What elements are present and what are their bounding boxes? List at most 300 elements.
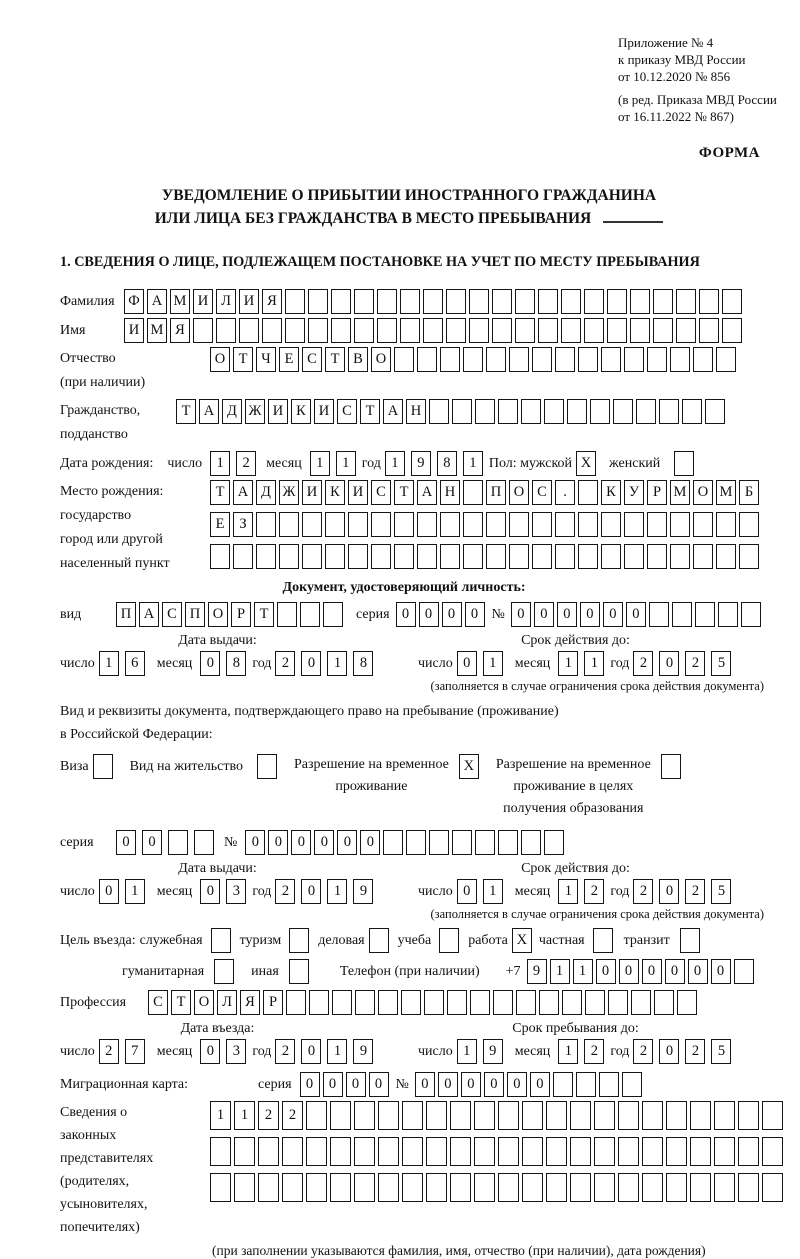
char-box[interactable] [516, 990, 536, 1015]
char-box[interactable]: Д [222, 399, 242, 424]
char-box[interactable] [354, 1101, 375, 1130]
char-box[interactable]: 2 [275, 1039, 295, 1064]
char-box[interactable] [429, 399, 449, 424]
char-box[interactable] [622, 1072, 642, 1097]
char-box[interactable]: 0 [465, 602, 485, 627]
char-box[interactable] [417, 544, 437, 569]
char-box[interactable]: 0 [461, 1072, 481, 1097]
char-box[interactable] [377, 318, 397, 343]
char-box[interactable] [394, 544, 414, 569]
char-box[interactable] [553, 1072, 573, 1097]
char-box[interactable] [653, 318, 673, 343]
migration-series-boxes[interactable] [300, 1072, 392, 1097]
char-box[interactable] [672, 602, 692, 627]
char-box[interactable]: 2 [275, 651, 295, 676]
char-box[interactable] [354, 1137, 375, 1166]
char-box[interactable]: 2 [685, 651, 705, 676]
char-box[interactable]: 0 [116, 830, 136, 855]
char-box[interactable] [699, 289, 719, 314]
char-box[interactable] [607, 289, 627, 314]
surname-boxes[interactable] [124, 289, 745, 314]
char-box[interactable]: Ж [245, 399, 265, 424]
char-box[interactable]: Ж [279, 480, 299, 505]
char-box[interactable]: 0 [688, 959, 708, 984]
char-box[interactable] [522, 1137, 543, 1166]
char-box[interactable] [618, 1173, 639, 1202]
char-box[interactable]: О [371, 347, 391, 372]
representatives-row2-boxes[interactable] [210, 1137, 786, 1166]
char-box[interactable] [538, 318, 558, 343]
char-box[interactable] [666, 1101, 687, 1130]
char-box[interactable] [630, 318, 650, 343]
char-box[interactable] [258, 1173, 279, 1202]
char-box[interactable] [378, 990, 398, 1015]
char-box[interactable] [450, 1137, 471, 1166]
char-box[interactable]: 0 [557, 602, 577, 627]
char-box[interactable]: 0 [484, 1072, 504, 1097]
char-box[interactable] [417, 347, 437, 372]
char-box[interactable] [561, 289, 581, 314]
char-box[interactable]: 0 [530, 1072, 550, 1097]
char-box[interactable] [509, 512, 529, 537]
char-box[interactable]: 0 [369, 1072, 389, 1097]
char-box[interactable] [601, 544, 621, 569]
char-box[interactable] [693, 512, 713, 537]
char-box[interactable]: 0 [507, 1072, 527, 1097]
char-box[interactable]: С [371, 480, 391, 505]
birthplace-row3-boxes[interactable] [210, 544, 762, 569]
char-box[interactable]: 8 [226, 651, 246, 676]
char-box[interactable]: 0 [268, 830, 288, 855]
char-box[interactable] [584, 318, 604, 343]
char-box[interactable] [239, 318, 259, 343]
char-box[interactable]: Я [262, 289, 282, 314]
entry-day-boxes[interactable] [99, 1039, 151, 1064]
char-box[interactable]: 9 [483, 1039, 503, 1064]
checkbox-purpose-tourism[interactable] [289, 928, 312, 953]
char-box[interactable]: 2 [99, 1039, 119, 1064]
char-box[interactable] [649, 602, 669, 627]
char-box[interactable]: Т [360, 399, 380, 424]
permit-issue-day-boxes[interactable] [99, 879, 151, 904]
char-box[interactable] [429, 830, 449, 855]
char-box[interactable] [515, 318, 535, 343]
char-box[interactable] [258, 1137, 279, 1166]
char-box[interactable] [570, 1137, 591, 1166]
char-box[interactable] [194, 830, 214, 855]
char-box[interactable] [624, 512, 644, 537]
char-box[interactable] [509, 544, 529, 569]
char-box[interactable] [666, 1137, 687, 1166]
birth-day-boxes[interactable] [210, 451, 262, 476]
char-box[interactable]: X [512, 928, 532, 953]
char-box[interactable] [469, 318, 489, 343]
char-box[interactable]: О [509, 480, 529, 505]
char-box[interactable] [394, 347, 414, 372]
char-box[interactable] [714, 1101, 735, 1130]
char-box[interactable]: 1 [573, 959, 593, 984]
checkbox-purpose-humanitarian[interactable] [214, 959, 237, 984]
char-box[interactable]: И [314, 399, 334, 424]
char-box[interactable]: 0 [626, 602, 646, 627]
char-box[interactable] [450, 1173, 471, 1202]
char-box[interactable]: 0 [442, 602, 462, 627]
char-box[interactable] [331, 318, 351, 343]
char-box[interactable] [474, 1173, 495, 1202]
char-box[interactable] [613, 399, 633, 424]
char-box[interactable] [714, 1137, 735, 1166]
char-box[interactable] [670, 544, 690, 569]
char-box[interactable]: 2 [685, 879, 705, 904]
char-box[interactable] [532, 347, 552, 372]
char-box[interactable] [593, 928, 613, 953]
char-box[interactable]: 0 [314, 830, 334, 855]
char-box[interactable] [695, 602, 715, 627]
id-issue-month-boxes[interactable] [200, 651, 252, 676]
char-box[interactable] [426, 1137, 447, 1166]
char-box[interactable]: 1 [99, 651, 119, 676]
char-box[interactable]: 3 [226, 879, 246, 904]
char-box[interactable]: Т [394, 480, 414, 505]
char-box[interactable] [210, 1173, 231, 1202]
char-box[interactable] [216, 318, 236, 343]
char-box[interactable] [306, 1101, 327, 1130]
char-box[interactable]: 5 [711, 1039, 731, 1064]
stay-month-boxes[interactable] [558, 1039, 610, 1064]
char-box[interactable] [722, 289, 742, 314]
permit-series-boxes[interactable] [116, 830, 220, 855]
char-box[interactable]: 1 [125, 879, 145, 904]
char-box[interactable] [406, 830, 426, 855]
char-box[interactable] [522, 1173, 543, 1202]
char-box[interactable] [450, 1101, 471, 1130]
char-box[interactable]: 0 [245, 830, 265, 855]
migration-number-boxes[interactable] [415, 1072, 645, 1097]
char-box[interactable] [330, 1173, 351, 1202]
char-box[interactable] [279, 544, 299, 569]
char-box[interactable] [722, 318, 742, 343]
char-box[interactable]: А [139, 602, 159, 627]
char-box[interactable]: 8 [353, 651, 373, 676]
char-box[interactable]: 2 [633, 651, 653, 676]
char-box[interactable] [670, 512, 690, 537]
char-box[interactable] [498, 1137, 519, 1166]
char-box[interactable]: 1 [483, 879, 503, 904]
char-box[interactable] [402, 1137, 423, 1166]
char-box[interactable]: 0 [142, 830, 162, 855]
char-box[interactable] [439, 928, 459, 953]
char-box[interactable] [738, 1101, 759, 1130]
char-box[interactable]: X [576, 451, 596, 476]
char-box[interactable]: 1 [336, 451, 356, 476]
char-box[interactable] [371, 512, 391, 537]
char-box[interactable]: О [194, 990, 214, 1015]
char-box[interactable]: О [210, 347, 230, 372]
char-box[interactable]: 1 [558, 1039, 578, 1064]
char-box[interactable]: Я [240, 990, 260, 1015]
char-box[interactable] [377, 289, 397, 314]
char-box[interactable]: А [147, 289, 167, 314]
char-box[interactable]: С [162, 602, 182, 627]
char-box[interactable] [521, 830, 541, 855]
char-box[interactable]: 0 [665, 959, 685, 984]
char-box[interactable]: 0 [323, 1072, 343, 1097]
permit-expiry-month-boxes[interactable] [558, 879, 610, 904]
char-box[interactable]: 0 [200, 1039, 220, 1064]
char-box[interactable] [741, 602, 761, 627]
char-box[interactable] [493, 990, 513, 1015]
char-box[interactable]: 1 [327, 879, 347, 904]
char-box[interactable]: М [670, 480, 690, 505]
patronymic-boxes[interactable] [210, 347, 739, 372]
char-box[interactable]: 9 [411, 451, 431, 476]
char-box[interactable] [214, 959, 234, 984]
char-box[interactable] [286, 990, 306, 1015]
char-box[interactable]: П [486, 480, 506, 505]
char-box[interactable] [210, 544, 230, 569]
char-box[interactable] [168, 830, 188, 855]
char-box[interactable]: Д [256, 480, 276, 505]
char-box[interactable] [277, 602, 297, 627]
entry-month-boxes[interactable] [200, 1039, 252, 1064]
char-box[interactable] [378, 1101, 399, 1130]
char-box[interactable] [256, 512, 276, 537]
char-box[interactable] [402, 1101, 423, 1130]
char-box[interactable] [447, 990, 467, 1015]
char-box[interactable] [642, 1101, 663, 1130]
char-box[interactable] [567, 399, 587, 424]
char-box[interactable] [323, 602, 343, 627]
char-box[interactable]: У [624, 480, 644, 505]
char-box[interactable]: 1 [584, 651, 604, 676]
representatives-row1-boxes[interactable] [210, 1101, 786, 1130]
char-box[interactable] [354, 1173, 375, 1202]
char-box[interactable]: Р [647, 480, 667, 505]
char-box[interactable]: Ф [124, 289, 144, 314]
char-box[interactable] [515, 289, 535, 314]
checkbox-purpose-business[interactable] [369, 928, 392, 953]
char-box[interactable] [509, 347, 529, 372]
char-box[interactable]: Л [217, 990, 237, 1015]
char-box[interactable] [378, 1137, 399, 1166]
char-box[interactable] [555, 347, 575, 372]
char-box[interactable] [378, 1173, 399, 1202]
char-box[interactable] [371, 544, 391, 569]
char-box[interactable] [498, 830, 518, 855]
char-box[interactable]: Р [231, 602, 251, 627]
char-box[interactable] [289, 928, 309, 953]
char-box[interactable]: 0 [300, 1072, 320, 1097]
char-box[interactable]: Б [739, 480, 759, 505]
char-box[interactable] [618, 1101, 639, 1130]
char-box[interactable]: 0 [360, 830, 380, 855]
id-expiry-year-boxes[interactable] [633, 651, 737, 676]
char-box[interactable] [423, 318, 443, 343]
char-box[interactable] [446, 318, 466, 343]
char-box[interactable] [474, 1137, 495, 1166]
char-box[interactable] [578, 480, 598, 505]
char-box[interactable]: И [268, 399, 288, 424]
char-box[interactable] [601, 347, 621, 372]
char-box[interactable]: 7 [125, 1039, 145, 1064]
char-box[interactable] [624, 544, 644, 569]
char-box[interactable]: И [302, 480, 322, 505]
char-box[interactable]: 1 [457, 1039, 477, 1064]
char-box[interactable] [400, 289, 420, 314]
char-box[interactable] [348, 512, 368, 537]
char-box[interactable] [486, 544, 506, 569]
char-box[interactable] [308, 318, 328, 343]
char-box[interactable]: 1 [327, 651, 347, 676]
checkbox-visa[interactable] [93, 754, 116, 779]
char-box[interactable] [257, 754, 277, 779]
char-box[interactable]: М [716, 480, 736, 505]
entry-year-boxes[interactable] [275, 1039, 379, 1064]
checkbox-purpose-work[interactable] [512, 928, 535, 953]
char-box[interactable]: И [348, 480, 368, 505]
char-box[interactable]: П [185, 602, 205, 627]
char-box[interactable] [630, 289, 650, 314]
char-box[interactable]: 2 [633, 1039, 653, 1064]
char-box[interactable]: 2 [584, 1039, 604, 1064]
char-box[interactable]: Л [216, 289, 236, 314]
char-box[interactable]: 1 [463, 451, 483, 476]
char-box[interactable]: В [348, 347, 368, 372]
checkbox-residence-permit[interactable] [257, 754, 280, 779]
char-box[interactable]: 0 [346, 1072, 366, 1097]
char-box[interactable]: О [208, 602, 228, 627]
char-box[interactable] [532, 512, 552, 537]
char-box[interactable] [331, 289, 351, 314]
char-box[interactable] [539, 990, 559, 1015]
char-box[interactable]: 0 [603, 602, 623, 627]
profession-boxes[interactable] [148, 990, 700, 1015]
char-box[interactable]: 0 [419, 602, 439, 627]
char-box[interactable] [302, 512, 322, 537]
char-box[interactable]: А [233, 480, 253, 505]
char-box[interactable]: Т [171, 990, 191, 1015]
id-issue-year-boxes[interactable] [275, 651, 379, 676]
char-box[interactable] [282, 1173, 303, 1202]
char-box[interactable] [599, 1072, 619, 1097]
birth-month-boxes[interactable] [310, 451, 362, 476]
char-box[interactable]: Н [406, 399, 426, 424]
char-box[interactable]: Н [440, 480, 460, 505]
char-box[interactable] [636, 399, 656, 424]
char-box[interactable]: 0 [415, 1072, 435, 1097]
char-box[interactable]: 5 [711, 879, 731, 904]
char-box[interactable]: 0 [659, 1039, 679, 1064]
char-box[interactable] [607, 318, 627, 343]
char-box[interactable]: С [302, 347, 322, 372]
char-box[interactable] [394, 512, 414, 537]
char-box[interactable]: 2 [633, 879, 653, 904]
char-box[interactable]: А [383, 399, 403, 424]
char-box[interactable]: 5 [711, 651, 731, 676]
char-box[interactable]: Я [170, 318, 190, 343]
char-box[interactable] [676, 318, 696, 343]
given-name-boxes[interactable] [124, 318, 745, 343]
char-box[interactable] [647, 544, 667, 569]
char-box[interactable] [584, 289, 604, 314]
char-box[interactable] [521, 399, 541, 424]
char-box[interactable] [555, 544, 575, 569]
char-box[interactable]: К [601, 480, 621, 505]
char-box[interactable] [608, 990, 628, 1015]
char-box[interactable] [682, 399, 702, 424]
char-box[interactable] [762, 1173, 783, 1202]
char-box[interactable] [423, 289, 443, 314]
char-box[interactable] [538, 289, 558, 314]
char-box[interactable] [546, 1101, 567, 1130]
char-box[interactable]: О [693, 480, 713, 505]
char-box[interactable]: 0 [301, 879, 321, 904]
char-box[interactable]: А [199, 399, 219, 424]
char-box[interactable] [383, 830, 403, 855]
char-box[interactable] [739, 544, 759, 569]
birthplace-row1-boxes[interactable] [210, 480, 762, 505]
char-box[interactable]: И [193, 289, 213, 314]
birth-year-boxes[interactable] [385, 451, 489, 476]
char-box[interactable] [570, 1101, 591, 1130]
char-box[interactable]: И [239, 289, 259, 314]
char-box[interactable] [486, 347, 506, 372]
char-box[interactable] [498, 1101, 519, 1130]
char-box[interactable] [234, 1137, 255, 1166]
char-box[interactable]: 0 [99, 879, 119, 904]
char-box[interactable]: 0 [534, 602, 554, 627]
char-box[interactable]: Т [325, 347, 345, 372]
char-box[interactable] [193, 318, 213, 343]
permit-issue-year-boxes[interactable] [275, 879, 379, 904]
char-box[interactable] [594, 1101, 615, 1130]
char-box[interactable] [555, 512, 575, 537]
char-box[interactable] [402, 1173, 423, 1202]
char-box[interactable]: Ч [256, 347, 276, 372]
char-box[interactable] [285, 289, 305, 314]
char-box[interactable]: 9 [353, 1039, 373, 1064]
char-box[interactable] [289, 959, 309, 984]
char-box[interactable] [546, 1173, 567, 1202]
char-box[interactable]: Р [263, 990, 283, 1015]
char-box[interactable] [470, 990, 490, 1015]
char-box[interactable] [578, 347, 598, 372]
char-box[interactable] [400, 318, 420, 343]
char-box[interactable]: С [337, 399, 357, 424]
char-box[interactable] [93, 754, 113, 779]
id-expiry-month-boxes[interactable] [558, 651, 610, 676]
char-box[interactable] [492, 289, 512, 314]
char-box[interactable] [653, 289, 673, 314]
id-number-boxes[interactable] [511, 602, 764, 627]
char-box[interactable]: 1 [550, 959, 570, 984]
char-box[interactable] [354, 318, 374, 343]
char-box[interactable] [401, 990, 421, 1015]
char-box[interactable]: 2 [258, 1101, 279, 1130]
char-box[interactable] [463, 544, 483, 569]
char-box[interactable] [718, 602, 738, 627]
char-box[interactable] [716, 347, 736, 372]
char-box[interactable]: 0 [337, 830, 357, 855]
char-box[interactable]: 2 [584, 879, 604, 904]
char-box[interactable] [498, 1173, 519, 1202]
char-box[interactable]: П [116, 602, 136, 627]
char-box[interactable]: З [233, 512, 253, 537]
checkbox-sex-male[interactable] [576, 451, 599, 476]
birthplace-row2-boxes[interactable] [210, 512, 762, 537]
permit-expiry-day-boxes[interactable] [457, 879, 509, 904]
permit-issue-month-boxes[interactable] [200, 879, 252, 904]
